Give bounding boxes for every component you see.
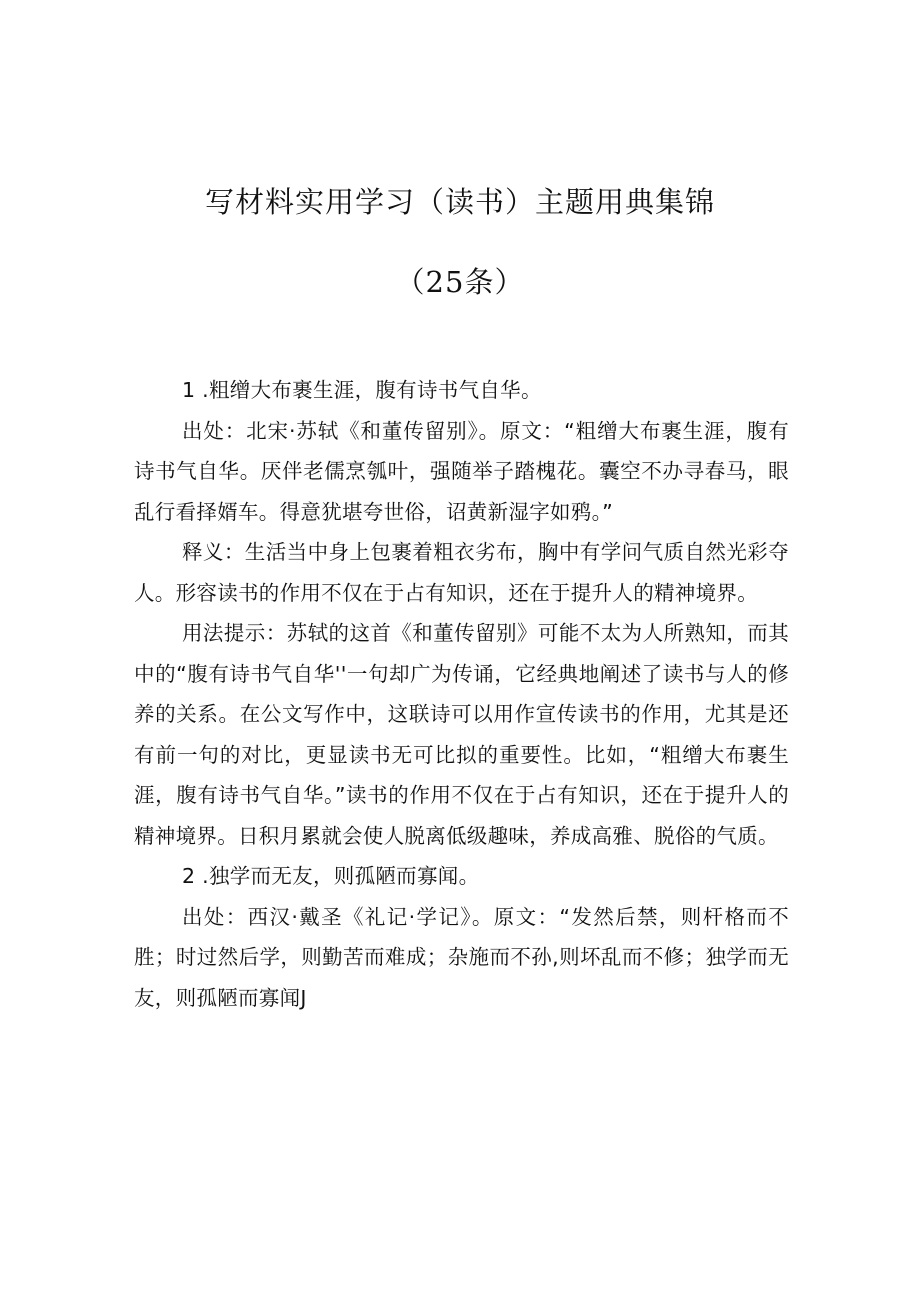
document-body bbox=[134, 370, 789, 1018]
document-title: 写材料实用学习（读书）主题用典集锦 bbox=[204, 185, 715, 219]
entry-1-meaning: 释义：生活当中身上包裹着粗衣劣布，胸中有学问气质自然光彩夺人。形容读书的作用不仅在于占有知识，还在于提升人的精神境界。 bbox=[134, 540, 789, 605]
entry-1-heading: 1 .粗缯大布裹生涯，腹有诗书气自华。 bbox=[182, 378, 542, 402]
entry-1-source: 出处：北宋·苏轼《和董传留别》。原文：“粗缯大布裹生涯，腹有诗书气自华。厌伴老儒烹瓠叶，强随举子踏槐花。囊空不办寻春马，眼乱行看择婿车。得意犹堪夸世俗，诏黄新湿字如鸦。” bbox=[134, 418, 789, 524]
entry-2-source: 出处：西汉·戴圣《礼记·学记》。原文：“发然后禁，则杆格而不胜；时过然后学，则勤苦而难成；杂施而不孙,则坏乱而不修；独学而无友，则孤陋而寡闻J bbox=[134, 904, 789, 1010]
document-subtitle: （25条） bbox=[395, 265, 525, 299]
entry-1-usage: 用法提示：苏轼的这首《和董传留别》可能不太为人所熟知，而其中的“腹有诗书气自华''一句却广为传诵，它经典地阐述了读书与人的修养的关系。在公文写作中，这联诗可以用作宣传读书的作用，尤其是还有前一句的对比，更显读书无可比拟的重要性。比如，“粗缯大布裹生涯，腹有诗书气自华。”读书的作用不仅在于占有知识，还在于提升人的精神境界。日积月累就会使人脱离低级趣味，养成高雅、脱俗的气质。 bbox=[134, 621, 789, 848]
entry-2-heading: 2 .独学而无友，则孤陋而寡闻。 bbox=[182, 864, 480, 888]
